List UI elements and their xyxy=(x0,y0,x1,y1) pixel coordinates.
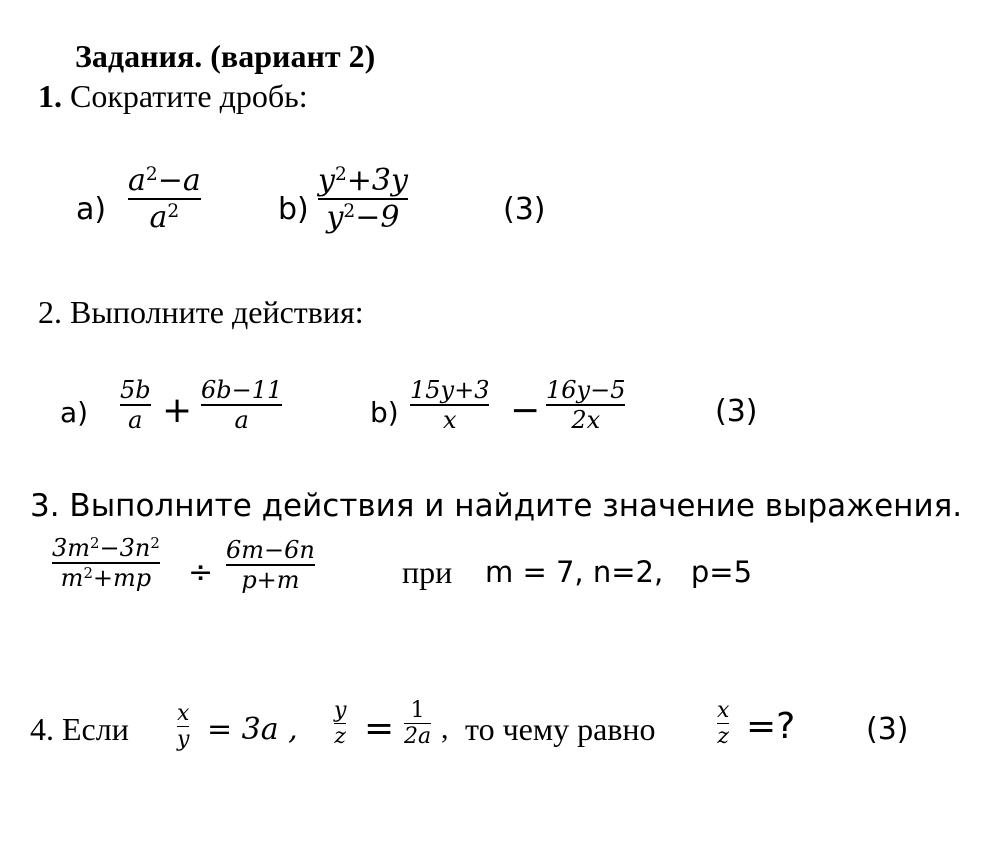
task3-heading: 3. Выполните действия и найдите значение выражения. xyxy=(30,488,963,524)
fraction-denominator: z xyxy=(334,724,347,749)
task2-part-b-label: b) xyxy=(370,396,399,429)
task4-ask-tail: =? xyxy=(746,706,796,747)
fraction-denominator: x xyxy=(442,406,457,434)
fraction-numerator: 5b xyxy=(120,376,151,404)
fraction-numerator: 15y+3 xyxy=(410,376,490,404)
fraction-denominator: p+m xyxy=(241,566,300,594)
fraction-denominator: 2a xyxy=(404,724,432,749)
task4-points: (3) xyxy=(866,712,909,747)
task4-lead: 4. Если xyxy=(30,711,129,747)
fraction-numerator: 6b−11 xyxy=(201,376,283,404)
task4-question: то чему равно xyxy=(465,711,656,747)
fraction-denominator: y xyxy=(177,727,190,752)
task1-fraction-b xyxy=(318,163,408,235)
fraction-numerator: 1 xyxy=(410,698,425,723)
fraction-numerator: $y^2+3y$ xyxy=(318,163,408,198)
task2-points: (3) xyxy=(715,394,758,429)
task1-part-b-label: b) xyxy=(278,192,309,227)
task2-a-fraction-1 xyxy=(120,376,151,434)
task3-fraction-2 xyxy=(226,536,315,594)
task1-number: 1. xyxy=(38,78,62,114)
fraction-numerator: y xyxy=(334,698,347,723)
task2-b-fraction-1 xyxy=(410,376,489,434)
task1-prompt: Сократите дробь: xyxy=(70,78,308,114)
task1-header xyxy=(38,78,308,115)
fraction-numerator: $a^2-a$ xyxy=(128,163,201,198)
task1-part-a-label: a) xyxy=(76,192,107,227)
divide-operator: ÷ xyxy=(188,555,214,590)
fraction-denominator: $m^2+mp$ xyxy=(60,564,152,593)
plus-operator: + xyxy=(162,390,193,431)
fraction-denominator: 2x xyxy=(571,406,601,434)
fraction-denominator: a xyxy=(128,406,143,434)
minus-operator: − xyxy=(510,390,541,431)
task2-b-fraction-2 xyxy=(546,376,625,434)
task4-eq2-equals: = xyxy=(364,708,395,749)
task4-ask-fraction xyxy=(717,698,729,749)
task4-eq2-rhs-fraction xyxy=(404,698,431,749)
fraction-denominator: $y^2-9$ xyxy=(326,200,400,235)
fraction-numerator: x xyxy=(177,701,190,726)
fraction-denominator: a xyxy=(234,406,249,434)
task3-condition-values: m = 7, n=2, p=5 xyxy=(485,555,753,589)
task2-a-fraction-2 xyxy=(201,376,282,434)
page-title: Задания. (вариант 2) xyxy=(75,38,376,74)
task2-part-a-label: a) xyxy=(60,396,89,429)
task4-eq2-comma: , xyxy=(441,712,449,745)
fraction-numerator: 6m−6n xyxy=(226,536,315,564)
task4-eq2-fraction xyxy=(334,698,346,749)
task1-points: (3) xyxy=(503,192,546,227)
task4-eq1-rhs: = 3a , xyxy=(207,712,298,747)
fraction-denominator: $a^2$ xyxy=(149,200,180,235)
fraction-numerator: x xyxy=(717,698,730,723)
task1-fraction-a xyxy=(128,163,201,235)
task4-eq1-fraction xyxy=(177,701,189,752)
task2-heading: 2. Выполните действия: xyxy=(38,294,364,330)
fraction-numerator: $3m^2-3n^2$ xyxy=(52,534,160,563)
task3-fraction-1 xyxy=(52,534,160,592)
fraction-numerator: 16y−5 xyxy=(546,376,626,404)
fraction-denominator: z xyxy=(717,724,729,749)
task3-condition-word: при xyxy=(402,554,453,590)
